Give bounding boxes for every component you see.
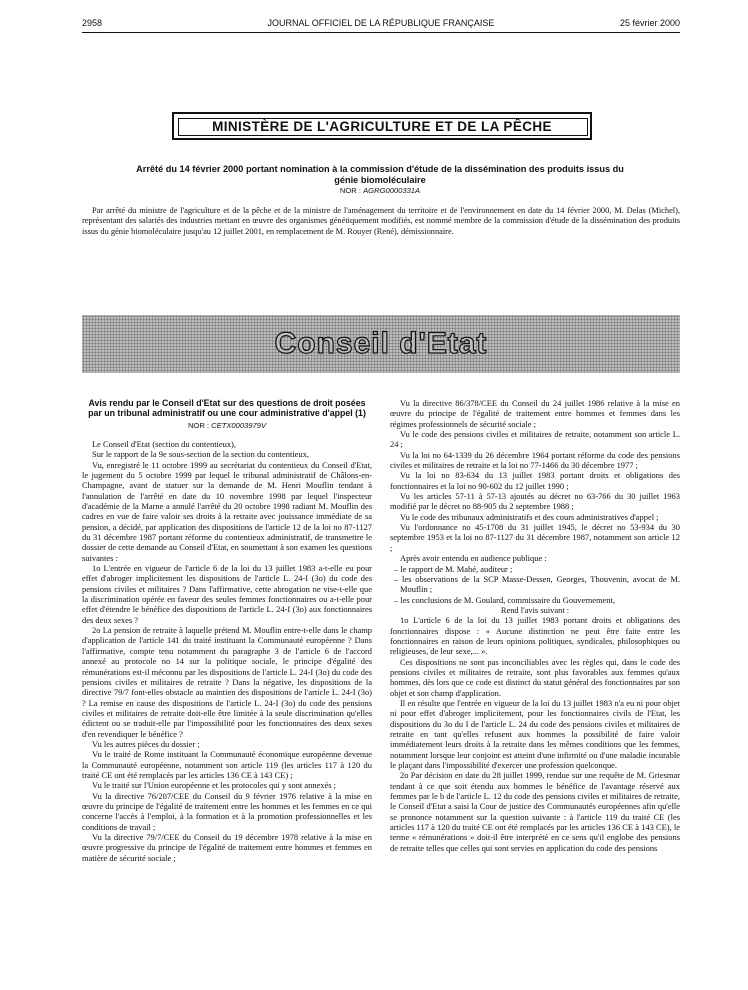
paragraph: Le Conseil d'Etat (section du contentieux), xyxy=(92,438,236,449)
conseil-etat-banner xyxy=(82,315,680,373)
nor-code: AGRG0000331A xyxy=(363,186,421,195)
right-column xyxy=(390,398,680,853)
list-item: – les conclusions de M. Goulard, commissaire du Gouvernement, xyxy=(394,594,615,605)
avis-title: Avis rendu par le Conseil d'Etat sur des questions de droit posées par un tribunal administratif ou une cour administrative d'appel (1) xyxy=(88,398,366,419)
paragraph: Vu la directive 76/207/CEE du Conseil du 9 février 1976 relative à la mise en œuvre du principe de l'égalité de traitement entre les hommes et les femmes en ce qui concerne l'accès à l'emploi, à la formation et à la promotion professionnelles et les conditions de travail ; xyxy=(82,790,372,832)
paragraph: Vu le code des pensions civiles et militaires de retraite, notamment son article L. 24 ; xyxy=(390,429,680,450)
paragraph: Vu le traité sur l'Union européenne et les protocoles qui y sont annexés ; xyxy=(92,780,336,791)
paragraph: Vu l'ordonnance no 45-1708 du 31 juillet 1945, le décret no 53-934 du 30 septembre 1953 et la loi no 87-1127 du 31 décembre 1987, notamment son article 12 ; xyxy=(390,522,680,553)
paragraph: 2o La pension de retraite à laquelle prétend M. Mouflin entre-t-elle dans le champ d'application de l'article 141 du traité instituant la Communauté européenne ? Dans l'affirmative, compte tenu notamment du paragraphe 3 de l'article 6 de l'accord annexé au protocole no 14 sur la politique sociale, le principe d'égalité des rémunérations est-il méconnu par les dispositions de l'article L. 24-I (3o) du code des pensions civiles et militaires de retraite ? Dans la négative, les dispositions de la directive 79/7 font-elles obstacle au maintien des dispositions de l'article L. 24-I (3o) ? La remise en cause des dispositions de l'article L. 24-I (3o) du code des pensions civiles et militaires de retraite doit-elle être limitée à la seule discrimination qu'elles édictent ou se traduit-elle par l'impossibilité pour les fonctionnaires des deux sexes d'en revendiquer le bénéfice ? xyxy=(82,625,372,739)
paragraph: Ces dispositions ne sont pas inconciliables avec les règles qui, dans le code des pensions civiles et militaires de retraite, sont plus favorables aux femmes qu'aux hommes, dès lors que ce code est distinct du statut général des fonctionnaires par son objet et son champ d'application. xyxy=(390,656,680,698)
paragraph: 2o Par décision en date du 28 juillet 1999, rendue sur une requête de M. Griesmar tendant à ce que soit étendu aux hommes le bénéfice de l'avantage réservé aux femmes par le b de l'article L. 12 du code des pensions civiles et militaires de retraite, le Conseil d'Etat a saisi la Cour de justice des Communautés européennes afin qu'elle se prononce notamment sur la question suivante : à l'article 119 du traité CE (les articles 117 à 120 du traité CE ont été remplacés par les articles 136 CE à 143 CE), le terme « rémunérations » doit-il être interprété en ce sens qu'il englobe des pensions de retraite telles que celles qui sont servies en application du code des pensions xyxy=(390,770,680,853)
paragraph: Vu le code des tribunaux administratifs et des cours administratives d'appel ; xyxy=(400,511,659,522)
paragraph: Vu, enregistré le 11 octobre 1999 au secrétariat du contentieux du Conseil d'Etat, le jugement du 5 octobre 1999 par lequel le tribunal administratif de Châlons-en-Champagne, avant de statuer sur la demande de M. Henri Mouflin tendant à l'annulation de l'arrêté en date du 10 novembre 1998 par lequel l'inspecteur d'académie de la Marne a annulé l'arrêté du 20 octobre 1998 radiant M. Mouflin des cadres en vue de faire valoir ses droits à la retraite avec jouissance immédiate de sa pension, a décidé, par application des dispositions de l'article 12 de la loi no 87-1127 du 31 décembre 1987 portant réforme du contentieux administratif, de transmettre le dossier de cette demande au Conseil d'Etat, en soumettant à son examen les questions suivantes : xyxy=(82,459,372,563)
page-number: 2958 xyxy=(82,18,103,28)
paragraph: Vu la directive 79/7/CEE du Conseil du 19 décembre 1978 relative à la mise en œuvre progressive du principe de l'égalité de traitement entre hommes et femmes en matière de sécurité sociale ; xyxy=(82,832,372,863)
journal-title: JOURNAL OFFICIEL DE LA RÉPUBLIQUE FRANÇAISE xyxy=(267,18,495,28)
paragraph: 1o L'entrée en vigueur de l'article 6 de la loi du 13 juillet 1983 a-t-elle eu pour effet d'abroger implicitement les dispositions de l'article L. 24-I (3o) du code des pensions civiles et militaires ? Dans l'affirmative, cette abrogation ne vise-t-elle que la discrimination opérée en faveur des seules femmes fonctionnaires ou a-t-elle pour effet d'étendre le bénéfice des dispositions de l'article L. 24-I (3o) aux fonctionnaires des deux sexes ? xyxy=(82,563,372,625)
nor-label: NOR : xyxy=(187,420,210,430)
paragraph: Après avoir entendu en audience publique : xyxy=(400,553,547,564)
arrete-body: Par arrêté du ministre de l'agriculture et de la pêche et de la ministre de l'aménagement du territoire et de l'environnement en date du 14 février 2000, M. Delas (Michel), représentant des salariés des industries mettant en œuvre des organismes génétiquement modifiés, est nommé membre de la commission d'étude de la dissémination des produits issus du génie biomoléculaire jusqu'au 12 juillet 2001, en remplacement de M. Rouyer (René), démissionnaire. xyxy=(82,206,680,236)
left-column xyxy=(82,398,372,863)
nor-label: NOR : xyxy=(339,186,361,195)
nor-code: CETX0003979V xyxy=(211,420,267,430)
paragraph: Rend l'avis suivant : xyxy=(500,604,570,615)
paragraph: 1o L'article 6 de la loi du 13 juillet 1983 portant droits et obligations des fonctionnaires dispose : « Aucune distinction ne peut être faite entre les fonctionnaires en raison de leurs opinions politiques, syndicales, philosophiques ou religieuses, de leur sexe,... ». xyxy=(390,615,680,657)
paragraph: Vu le traité de Rome instituant la Communauté économique européenne devenue la Communauté européenne, notamment son article 119 (les articles 117 à 120 du traité CE ont été remplacés par les articles 136 CE à 143 CE) ; xyxy=(82,749,372,780)
header-rule xyxy=(82,32,680,33)
arrete-nor xyxy=(280,186,480,195)
arrete-title: Arrêté du 14 février 2000 portant nomination à la commission d'étude de la dissémination des produits issus du génie biomoléculaire xyxy=(136,164,624,185)
paragraph: Vu la directive 86/378/CEE du Conseil du 24 juillet 1986 relative à la mise en œuvre du principe de l'égalité de traitement entre hommes et femmes dans les régimes professionnels de sécurité sociale ; xyxy=(390,398,680,429)
paragraph: Vu la loi no 64-1339 du 26 décembre 1964 portant réforme du code des pensions civiles et militaires de retraite et la loi no 77-1466 du 30 décembre 1977 ; xyxy=(390,449,680,471)
banner-title: Conseil d'Etat xyxy=(274,327,488,360)
avis-nor xyxy=(82,421,372,431)
paragraph: Il en résulte que l'entrée en vigueur de la loi du 13 juillet 1983 n'a eu ni pour objet ni pour effet d'abroger implicitement, pour les fonctionnaires civils de l'Etat, les dispositions du 3o du I de l'article L. 24 du code des pensions civiles et militaires de retraite en tant qu'elles refusent aux hommes la possibilité de faire valoir immédiatement leurs droits à la retraite dans les mêmes conditions que les femmes, notamment lorsque leur conjoint est atteint d'une infirmité ou d'une maladie incurable le plaçant dans l'impossibilité d'exercer une profession quelconque. xyxy=(390,697,680,771)
ministry-heading: MINISTÈRE DE L'AGRICULTURE ET DE LA PÊCHE xyxy=(172,112,592,140)
paragraph: Vu la loi no 83-634 du 13 juillet 1983 portant droits et obligations des fonctionnaires et la loi no 90-602 du 12 juillet 1990 ; xyxy=(390,470,680,491)
issue-date: 25 février 2000 xyxy=(619,18,680,28)
paragraph: Vu les autres pièces du dossier ; xyxy=(92,738,200,749)
list-item: – le rapport de M. Mahé, auditeur ; xyxy=(394,563,513,574)
paragraph: Sur le rapport de la 9e sous-section de la section du contentieux, xyxy=(92,449,309,460)
page-header xyxy=(82,18,680,32)
paragraph: Vu les articles 57-11 à 57-13 ajoutés au décret no 63-766 du 30 juillet 1963 modifié par le décret no 88-905 du 2 septembre 1988 ; xyxy=(390,491,680,512)
list-item: – les observations de la SCP Masse-Dessen, Georges, Thouvenin, avocat de M. Mouflin ; xyxy=(394,573,680,595)
